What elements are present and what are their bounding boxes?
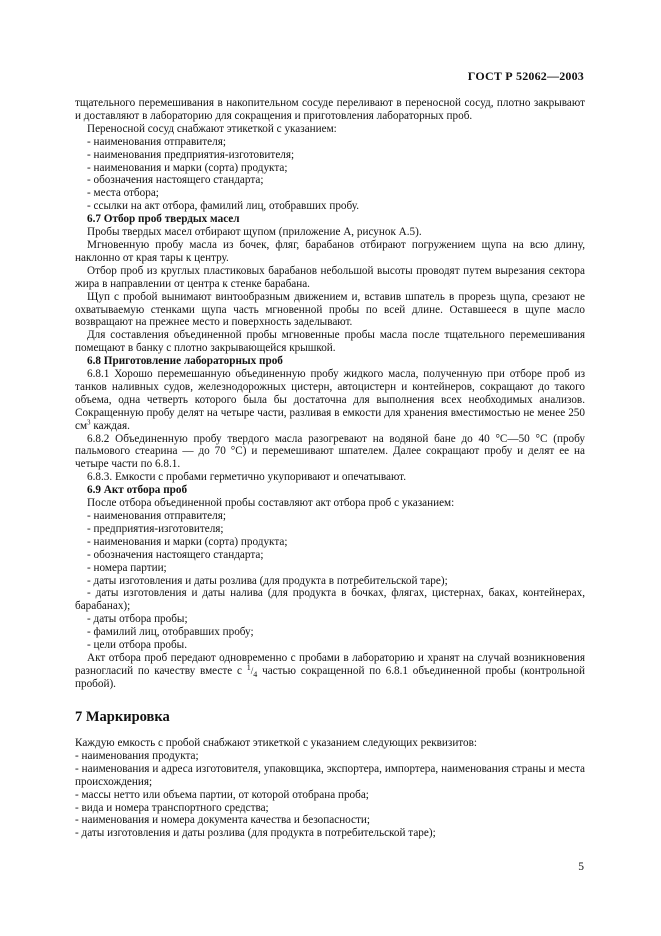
paragraph: После отбора объединенной пробы составляют акт отбора проб с указанием: bbox=[87, 497, 455, 510]
list-item: - фамилий лиц, отобравших пробу; bbox=[87, 626, 254, 639]
list-item: - обозначения настоящего стандарта; bbox=[87, 174, 264, 187]
paragraph: Мгновенную пробу масла из бочек, фляг, барабанов отбирают погружением щупа на всю длину, наклонно от края тары к центру. bbox=[75, 238, 585, 264]
paragraph-text: каждая. bbox=[90, 419, 130, 432]
paragraph: тщательного перемешивания в накопительном сосуде переливают в переносной сосуд, плотно закрывают и доставляют в лабораторию для сокращения и приготовления лабораторных проб. bbox=[75, 97, 585, 122]
list-item: - наименования продукта; bbox=[75, 749, 199, 762]
list-item: - ссылки на акт отбора, фамилий лиц, отобравших пробу. bbox=[87, 200, 360, 213]
list-item: - вида и номера транспортного средства; bbox=[75, 801, 269, 814]
section-7-body bbox=[75, 737, 585, 840]
paragraph-text: Акт отбора проб передают одновременно с пробами в лабораторию и хранят на случай возникновения разногласий по качеству вместе с bbox=[75, 651, 585, 677]
paragraph-act bbox=[75, 652, 585, 691]
list-item: - даты отбора пробы; bbox=[87, 613, 188, 626]
list-item: - номера партии; bbox=[87, 561, 167, 574]
section-6-body bbox=[75, 97, 585, 691]
fraction-numerator: 1 bbox=[246, 662, 251, 672]
paragraph-6-8-2: 6.8.2 Объединенную пробу твердого масла разогревают на водяной бане до 40 °C—50 °C (пробу пальмового стеарина — до 70 °C) и перемешивают шпателем. Далее сокращают пробу и делят ее на четыре части по 6.8.1. bbox=[75, 432, 585, 471]
paragraph-6-8-3: 6.8.3. Емкости с пробами герметично укупоривают и опечатывают. bbox=[87, 471, 407, 484]
paragraph: Для составления объединенной пробы мгновенные пробы масла после тщательного перемешивания помещают в банку с плотно закрывающейся крышкой. bbox=[75, 329, 585, 355]
list-item: - наименования и марки (сорта) продукта; bbox=[87, 535, 288, 548]
paragraph: Отбор проб из круглых пластиковых барабанов небольшой высоты проводят путем вырезания сектора жира в направлении от центра к стенке барабана. bbox=[75, 264, 585, 290]
list-item: - цели отбора пробы. bbox=[87, 639, 187, 652]
paragraph-text: 6.8.1 Хорошо перемешанную объединенную пробу жидкого масла, полученную при отборе проб из танков наливных судов, железнодорожных цистерн, автоцистерн и контейнеров, сокращают до такого объема, одна четверть которого была бы достаточна для выполнения всех необходимых анализов. Сокращенную пробу делят на четыре части, разливая в емкости для хранения вместимостью не менее 250 см bbox=[75, 368, 585, 432]
list-item: - даты изготовления и даты розлива (для продукта в потребительской таре); bbox=[87, 574, 448, 587]
page-number: 5 bbox=[578, 861, 584, 873]
subsection-heading-6-8: 6.8 Приготовление лабораторных проб bbox=[87, 355, 283, 368]
list-item: - даты изготовления и даты розлива (для продукта в потребительской таре); bbox=[75, 827, 436, 840]
list-item: - массы нетто или объема партии, от которой отобрана проба; bbox=[75, 788, 369, 801]
fraction-one-quarter: $^1/_4$ bbox=[246, 662, 258, 679]
fraction-denominator: 4 bbox=[253, 669, 258, 679]
list-item: - даты изготовления и даты налива (для продукта в бочках, флягах, цистернах, баках, контейнерах, барабанах); bbox=[75, 587, 585, 613]
list-item: - предприятия-изготовителя; bbox=[87, 522, 224, 535]
paragraph: Переносной сосуд снабжают этикеткой с указанием: bbox=[87, 122, 337, 135]
list-item: - места отбора; bbox=[87, 187, 159, 200]
list-item: - обозначения настоящего стандарта; bbox=[87, 548, 264, 561]
superscript: 3 bbox=[87, 417, 91, 426]
list-item: - наименования и номера документа качества и безопасности; bbox=[75, 814, 370, 827]
list-item: - наименования и адреса изготовителя, упаковщика, экспортера, импортера, наименования страны и места происхождения; bbox=[75, 762, 585, 788]
subsection-heading-6-9: 6.9 Акт отбора проб bbox=[87, 484, 188, 497]
list-item: - наименования отправителя; bbox=[87, 510, 226, 522]
section-7-heading: 7 Маркировка bbox=[75, 709, 170, 725]
paragraph: Каждую емкость с пробой снабжают этикеткой с указанием следующих реквизитов: bbox=[75, 737, 478, 749]
paragraph: Щуп с пробой вынимают винтообразным движением и, вставив шпатель в прорезь щупа, срезают не охватываемую стенками щупа часть мгновенной пробы по всей длине. Оставшееся в щупе масло возвращают на прежнее место и поверхность заделывают. bbox=[75, 290, 585, 329]
list-item: - наименования отправителя; bbox=[87, 135, 226, 148]
paragraph-text: частью сокращенной по 6.8.1 объединенной пробы (контрольной пробой). bbox=[75, 664, 586, 690]
list-item: - наименования и марки (сорта) продукта; bbox=[87, 161, 288, 174]
standard-code: ГОСТ Р 52062—2003 bbox=[467, 69, 584, 83]
paragraph-6-8-1 bbox=[75, 368, 585, 433]
paragraph: Пробы твердых масел отбирают щупом (приложение А, рисунок А.5). bbox=[87, 226, 422, 239]
list-item: - наименования предприятия-изготовителя; bbox=[87, 148, 295, 161]
subsection-heading-6-7: 6.7 Отбор проб твердых масел bbox=[87, 213, 240, 226]
